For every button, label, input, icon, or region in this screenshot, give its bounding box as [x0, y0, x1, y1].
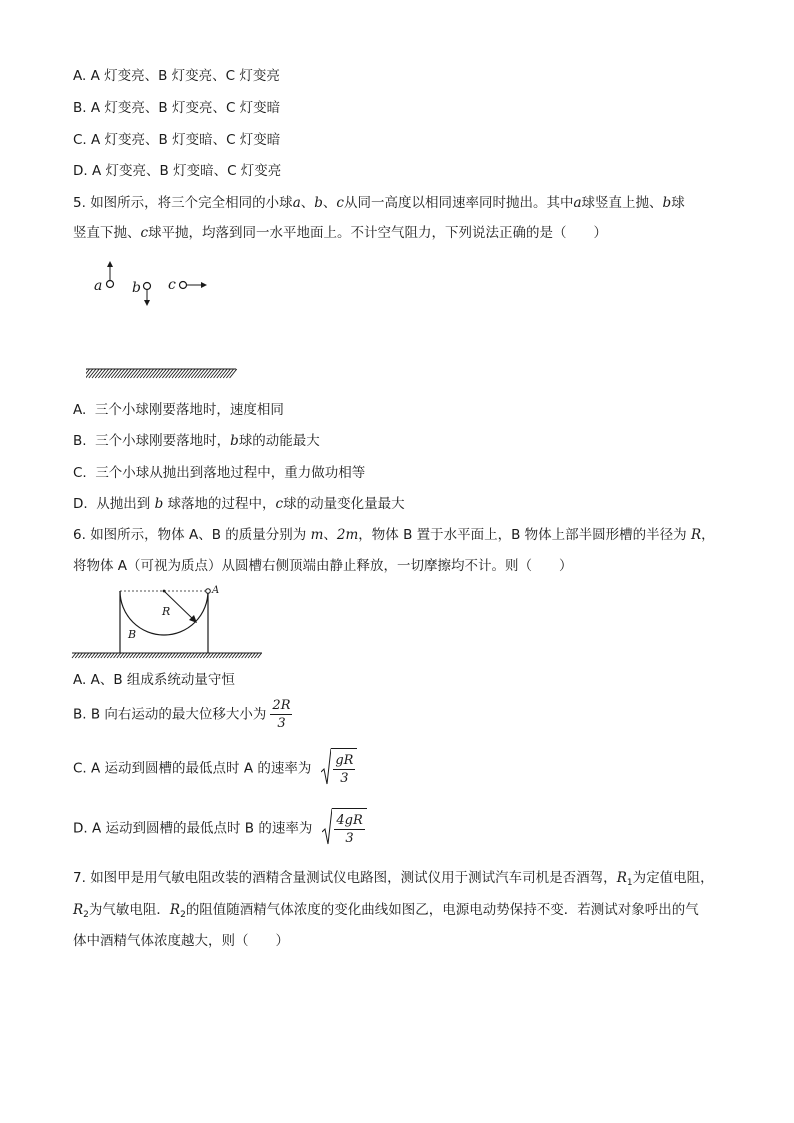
- hatch-mark: [153, 369, 160, 378]
- hatch-mark: [178, 369, 185, 378]
- hatch-mark: [194, 369, 201, 378]
- ball-b: [144, 283, 151, 290]
- arrow-down-icon: [144, 300, 150, 306]
- q4-option-a: A. A 灯变亮、B 灯变亮、C 灯变亮: [73, 68, 280, 84]
- hatch-mark: [140, 369, 147, 378]
- ground-hatch: [72, 653, 262, 658]
- ball-a-label: a: [94, 278, 103, 294]
- sqrt-gr-over-3: $\frac{gR}{3}$: [321, 748, 357, 789]
- ball-a: [107, 281, 114, 288]
- hatch-mark: [114, 369, 121, 378]
- hatch-mark: [92, 369, 99, 378]
- q5-stem-line2: 竖直下抛、c球平抛，均落到同一水平地面上。不计空气阻力，下列说法正确的是（ ）: [73, 225, 608, 241]
- q6-figure: [70, 583, 270, 663]
- hatch-mark: [172, 369, 179, 378]
- hatch-mark: [137, 369, 144, 378]
- q5-stem-line1: 5. 如图所示，将三个完全相同的小球a、b、c从同一高度以相同速率同时抛出。其中a球竖直上抛、b球: [73, 195, 685, 211]
- hatch-mark: [134, 369, 141, 378]
- hatch-mark: [127, 369, 134, 378]
- hatch-mark: [156, 369, 163, 378]
- radical-sign-icon: [321, 748, 331, 786]
- hatch-mark: [169, 369, 176, 378]
- q6-stem-line1: 6. 如图所示，物体 A、B 的质量分别为 m、2m，物体 B 置于水平面上，B 物体上部半圆形槽的半径为 R，: [73, 527, 715, 543]
- q5-option-c: C. 三个小球从抛出到落地过程中，重力做功相等: [73, 465, 366, 481]
- hatch-mark: [95, 369, 102, 378]
- sqrt-4gr-over-3: $\frac{4gR}{3}$: [322, 808, 366, 849]
- particle-a: [206, 589, 211, 594]
- q6-stem-line2: 将物体 A（可视为质点）从圆槽右侧顶端由静止释放，一切摩擦均不计。则（ ）: [73, 558, 573, 574]
- hatch-mark: [121, 369, 128, 378]
- q5-option-a: A. 三个小球刚要落地时，速度相同: [73, 402, 284, 418]
- hatch-mark: [166, 369, 173, 378]
- radical-sign-icon: [322, 808, 332, 846]
- hatch-mark: [143, 369, 150, 378]
- hatch-mark: [207, 369, 214, 378]
- hatch-mark: [118, 369, 125, 378]
- ball-b-label: b: [132, 280, 141, 296]
- q5-figure: [86, 255, 246, 383]
- hatch-mark: [217, 369, 224, 378]
- q4-option-c: C. A 灯变亮、B 灯变暗、C 灯变暗: [73, 132, 281, 148]
- arrow-right-icon: [201, 282, 207, 288]
- hatch-mark: [182, 369, 189, 378]
- hatch-mark: [201, 369, 208, 378]
- hatch-mark: [223, 369, 230, 378]
- hatch-mark: [175, 369, 182, 378]
- hatch-mark: [89, 369, 96, 378]
- hatch-mark: [220, 369, 227, 378]
- hatch-mark: [230, 369, 237, 378]
- q6-option-a: A. A、B 组成系统动量守恒: [73, 672, 235, 688]
- ball-c-label: c: [168, 277, 176, 293]
- hatch-mark: [108, 369, 115, 378]
- hatch-mark: [204, 369, 211, 378]
- q7-stem-line2: $R_2$为气敏电阻．$R_2$的阻值随酒精气体浓度的变化曲线如图乙，电源电动势保持不变．若测试对象呼出的气: [73, 902, 699, 920]
- hatch-mark: [159, 369, 166, 378]
- hatch-mark: [102, 369, 109, 378]
- hatch-mark: [210, 369, 217, 378]
- fraction-2r-over-3: $\frac{2R}{3}$: [272, 698, 291, 731]
- hatch-mark: [105, 369, 112, 378]
- hatch-mark: [226, 369, 233, 378]
- arrow-up-icon: [107, 261, 113, 267]
- q4-option-b: B. A 灯变亮、B 灯变亮、C 灯变暗: [73, 100, 281, 116]
- hatch-mark: [98, 369, 105, 378]
- hatch-mark: [162, 369, 169, 378]
- q5-option-b: B. 三个小球刚要落地时，b球的动能最大: [73, 433, 320, 449]
- hatch-mark: [214, 369, 221, 378]
- q4-option-d: D. A 灯变亮、B 灯变暗、C 灯变亮: [73, 163, 282, 179]
- q7-stem-line3: 体中酒精气体浓度越大，则（ ）: [73, 933, 289, 949]
- hatch-mark: [185, 369, 192, 378]
- ground-hatch: [86, 369, 237, 378]
- hatch-mark: [146, 369, 153, 378]
- q6-option-c: C. A 运动到圆槽的最低点时 A 的速率为 $\frac{gR}{3}$: [73, 748, 357, 789]
- q6-option-d: D. A 运动到圆槽的最低点时 B 的速率为 $\frac{4gR}{3}$: [73, 808, 367, 849]
- q5-option-d: D. 从抛出到 b 球落地的过程中，c球的动量变化量最大: [73, 496, 405, 512]
- hatch-mark: [124, 369, 131, 378]
- block-b-label: B: [128, 628, 137, 641]
- hatch-mark: [191, 369, 198, 378]
- hatch-mark: [188, 369, 195, 378]
- hatch-mark: [198, 369, 205, 378]
- radius-label: R: [162, 605, 171, 618]
- q7-stem-line1: 7. 如图甲是用气敏电阻改装的酒精含量测试仪电路图，测试仪用于测试汽车司机是否酒驾，$R_1$为定值电阻，: [73, 870, 714, 888]
- hatch-mark: [111, 369, 118, 378]
- hatch-mark: [130, 369, 137, 378]
- hatch-mark: [150, 369, 157, 378]
- ball-c: [180, 282, 187, 289]
- particle-a-label: A: [212, 585, 220, 596]
- q6-option-b: B. B 向右运动的最大位移大小为 $\frac{2R}{3}$: [73, 698, 291, 731]
